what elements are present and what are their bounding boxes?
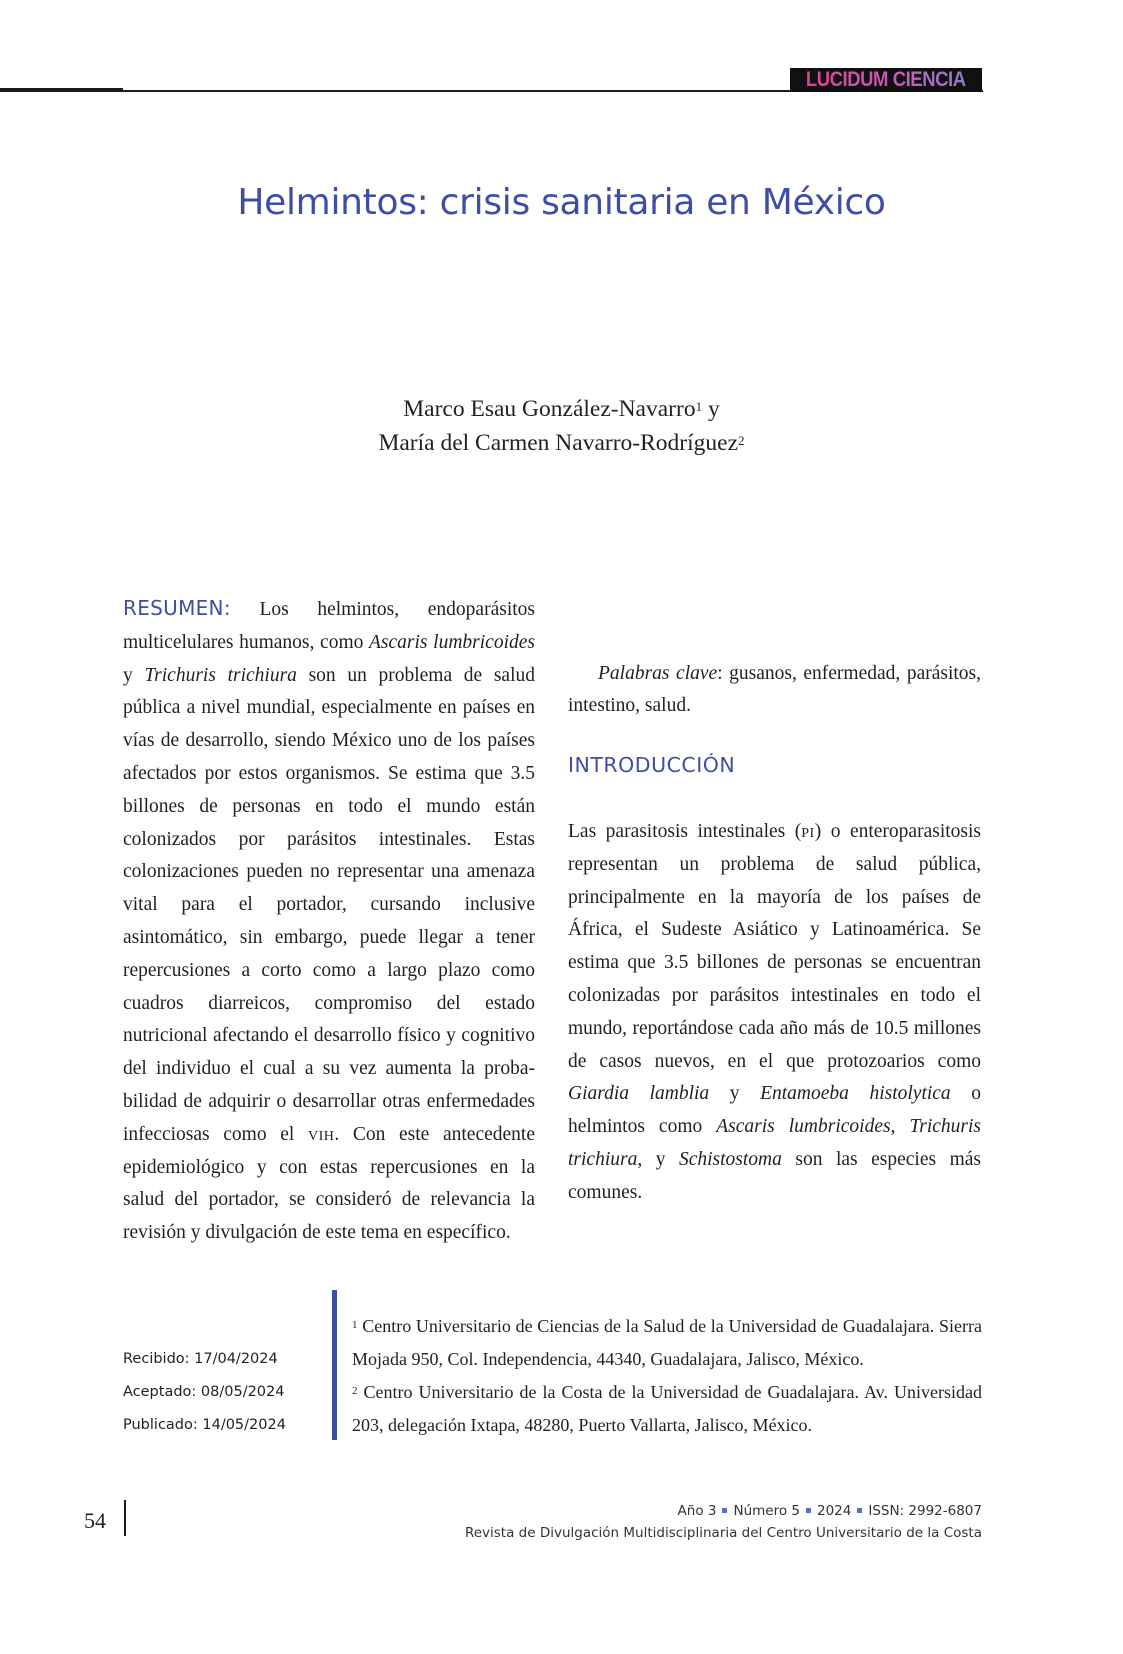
abstract-column xyxy=(123,592,535,1248)
issue-info xyxy=(465,1500,982,1522)
article-title: Helmintos: crisis sanitaria en México xyxy=(237,182,886,223)
keywords-paragraph xyxy=(568,658,981,724)
accepted-date: Aceptado: 08/05/2024 xyxy=(123,1384,285,1400)
abstract-text: . Con este antecedente epidemiológico y con estas repercusiones en la salud del portador, se consideró de relevancia la revisión y divulgación de este tema en específico. xyxy=(123,1123,535,1244)
separator-square-icon xyxy=(857,1508,862,1513)
publication-dates xyxy=(123,1343,286,1442)
footnote-1 xyxy=(352,1310,982,1376)
footnote-accent-bar xyxy=(332,1290,337,1440)
abbreviation: vih xyxy=(307,1123,335,1145)
publication-year: 2024 xyxy=(816,1503,852,1519)
intro-text: y xyxy=(709,1083,761,1105)
footnote-number: 1 xyxy=(352,1319,358,1331)
species-name: Giardia lamblia xyxy=(568,1083,710,1105)
species-name: Ascaris lumbricoides xyxy=(716,1116,891,1138)
introduction-paragraph xyxy=(568,816,981,1210)
received-date: Recibido: 17/04/2024 xyxy=(123,1351,278,1367)
issn: ISSN: 2992-6807 xyxy=(868,1503,982,1519)
abstract-text: Los helmintos, endoparásitos multicelulares humanos, como xyxy=(123,599,535,653)
journal-full-name: Revista de Divulgación Multidisciplinaria del Centro Universitario de la Costa xyxy=(464,1525,982,1541)
species-name: Trichuris trichiura xyxy=(144,664,297,686)
journal-footer xyxy=(465,1500,982,1544)
species-name: Trichuris trichiura xyxy=(568,1116,981,1170)
header-rule-thick xyxy=(0,88,123,92)
abstract-paragraph xyxy=(123,592,535,1248)
separator-square-icon xyxy=(806,1508,811,1513)
author-2 xyxy=(0,426,1123,460)
issue-number: Número 5 xyxy=(733,1503,800,1519)
abstract-label: RESUMEN: xyxy=(123,596,231,620)
footnote-text: Centro Universitario de la Costa de la Universidad de Guadalajara. Av. Universidad 203, delegación Ixtapa, 48280, Puerto Vallarta, Jalisco, México. xyxy=(352,1382,982,1435)
author-1 xyxy=(0,392,1123,426)
intro-text: ) o enteroparasitosis representan un problema de salud pública, principalmente en la mayoría de los países de África, el Sudeste Asiático y Latinoamérica. Se estima que 3.5 billones de personas se encuentran colonizadas por parásitos intestinales en todo el mundo, reportándose cada año más de 10.5 millones de casos nuevos, en el que protozoarios como xyxy=(568,820,981,1072)
species-name: Ascaris lumbricoides xyxy=(369,631,535,653)
affiliation-footnotes xyxy=(352,1310,982,1442)
author-affiliation-mark: 2 xyxy=(738,433,745,448)
published-date: Publicado: 14/05/2024 xyxy=(123,1417,286,1433)
footnote-text: Centro Universitario de Ciencias de la Salud de la Universidad de Guadalajara. Sierra Mojada 950, Col. Independencia, 44340, Guadalajara, Jalisco, México. xyxy=(352,1316,982,1369)
page-number: 54 xyxy=(84,1508,106,1533)
author-conjunction: y xyxy=(702,396,720,422)
intro-text: son las especies más comunes. xyxy=(568,1148,981,1203)
right-column xyxy=(568,592,981,1210)
journal-badge-text: LUCIDUM CIENCIA xyxy=(806,68,966,91)
footnote-number: 2 xyxy=(352,1385,358,1397)
abbreviation: pi xyxy=(801,820,815,842)
author-name: María del Carmen Navarro-Rodríguez xyxy=(378,430,739,456)
author-affiliation-mark: 1 xyxy=(695,399,703,414)
intro-text: Las parasitosis intestinales ( xyxy=(568,820,802,842)
intro-text: o helmintos como xyxy=(568,1083,981,1138)
author-list xyxy=(0,392,1123,460)
abstract-text: son un problema de salud pública a nivel mundial, especialmente en países en vías de desarrollo, siendo México uno de los países afectados por estos organismos. Se estima que 3.5 billones de personas en todo el mundo están colonizados por parásitos intestinales. Estas colonizaciones pueden no representar una amenaza vital para el portador, cursando inclusive asintomático, sin embargo, puede llegar a tener repercusiones a corto como a largo plazo como cuadros diarreicos, compromiso del estado nutricional afectando el desarrollo físico y cognitivo del individuo el cual a su vez aumenta la probabilidad de adquirir o desarrollar otras enfermedades infecciosas como el xyxy=(123,664,535,1145)
page-number-divider xyxy=(124,1500,126,1536)
keywords-text: : gusanos, enfermedad, parásitos, intestino, salud. xyxy=(568,662,982,717)
author-name: Marco Esau González-Navarro xyxy=(403,396,696,422)
intro-text: , y xyxy=(637,1148,679,1170)
separator-square-icon xyxy=(722,1508,727,1513)
intro-text: , xyxy=(890,1116,910,1138)
introduction-heading: INTRODUCCIÓN xyxy=(568,753,736,778)
keywords-label: Palabras clave xyxy=(598,662,718,684)
species-name: Entamoeba histolytica xyxy=(760,1083,951,1105)
species-name: Schistostoma xyxy=(678,1148,782,1170)
volume-year: Año 3 xyxy=(677,1503,717,1519)
abstract-text: y xyxy=(123,664,145,686)
footnote-2 xyxy=(352,1376,982,1442)
abstract-continuation xyxy=(568,592,981,594)
journal-badge xyxy=(790,68,982,92)
